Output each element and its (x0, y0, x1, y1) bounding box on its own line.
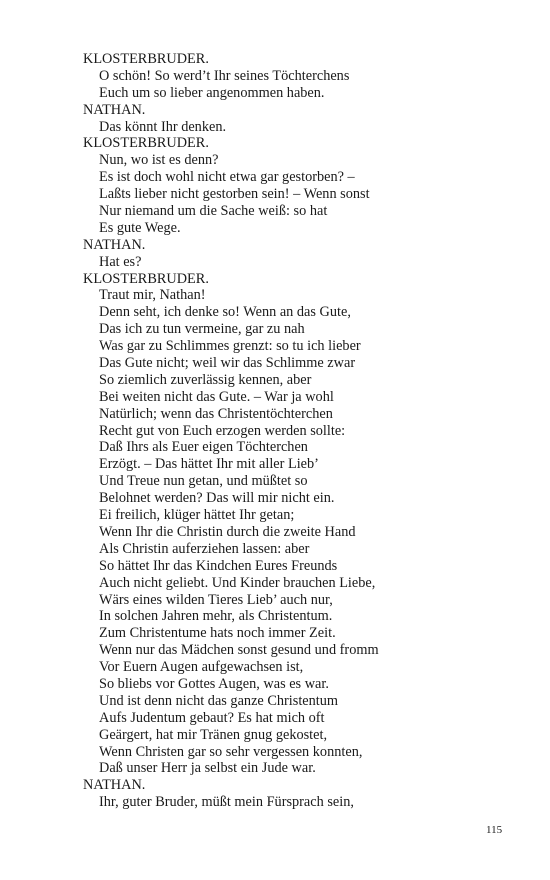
verse-line: Erzögt. – Das hättet Ihr mit aller Lieb’ (99, 456, 319, 473)
speaker-name: NATHAN. (83, 236, 146, 253)
verse-line: Hat es? (99, 253, 142, 270)
verse-line: Auch nicht geliebt. Und Kinder brauchen Liebe, (99, 574, 376, 591)
verse-line: Aufs Judentum gebaut? Es hat mich oft (99, 709, 325, 726)
verse-line: Und ist denn nicht das ganze Christentum (99, 692, 339, 709)
dialogue-text (83, 51, 523, 811)
verse-line: O schön! So werd’t Ihr seines Töchterchens (99, 67, 350, 84)
verse-line: Das Gute nicht; weil wir das Schlimme zwar (99, 355, 356, 372)
verse-line: Belohnet werden? Das will mir nicht ein. (99, 490, 335, 507)
verse-line: Wenn Ihr die Christin durch die zweite Hand (99, 523, 356, 540)
verse-line: Bei weiten nicht das Gute. – War ja wohl (99, 388, 334, 405)
verse-line: Wärs eines wilden Tieres Lieb’ auch nur, (99, 591, 333, 608)
verse-line: Daß unser Herr ja selbst ein Jude war. (99, 760, 316, 777)
verse-line: Es ist doch wohl nicht etwa gar gestorben? – (99, 169, 355, 186)
verse-line: Nur niemand um die Sache weiß: so hat (99, 203, 328, 220)
speaker-name: NATHAN. (83, 777, 146, 794)
verse-line: So hättet Ihr das Kindchen Eures Freunds (99, 557, 338, 574)
verse-line: So bliebs vor Gottes Augen, was es war. (99, 675, 329, 692)
verse-line: Und Treue nun getan, und müßtet so (99, 473, 308, 490)
speaker-name: KLOSTERBRUDER. (83, 51, 209, 67)
verse-line: Daß Ihrs als Euer eigen Töchterchen (99, 439, 308, 456)
verse-line: Nun, wo ist es denn? (99, 152, 219, 169)
verse-line: Das könnt Ihr denken. (99, 118, 227, 135)
verse-line: Es gute Wege. (99, 219, 181, 236)
verse-line: Vor Euern Augen aufgewachsen ist, (99, 659, 304, 676)
verse-line: Natürlich; wenn das Christentöchterchen (99, 405, 333, 422)
verse-line: Recht gut von Euch erzogen werden sollte: (99, 422, 346, 439)
verse-line: So ziemlich zuverlässig kennen, aber (99, 371, 312, 388)
speaker-name: NATHAN. (83, 101, 146, 118)
verse-line: Denn seht, ich denke so! Wenn an das Gute, (99, 304, 351, 321)
verse-line: Was gar zu Schlimmes grenzt: so tu ich lieber (99, 338, 361, 355)
verse-line: Wenn Christen gar so sehr vergessen konnten, (99, 743, 363, 760)
verse-line: Geärgert, hat mir Tränen gnug gekostet, (99, 726, 328, 743)
verse-line: Wenn nur das Mädchen sonst gesund und fromm (99, 642, 379, 659)
page-number: 115 (486, 824, 503, 836)
verse-line: Euch um so lieber angenommen haben. (99, 84, 325, 101)
verse-line: Das ich zu tun vermeine, gar zu nah (99, 321, 305, 338)
verse-line: Ihr, guter Bruder, müßt mein Fürsprach sein, (99, 794, 354, 811)
speaker-name: KLOSTERBRUDER. (83, 135, 209, 152)
verse-line: Als Christin auferziehen lassen: aber (99, 540, 310, 557)
verse-line: Zum Christentume hats noch immer Zeit. (99, 625, 336, 642)
verse-line: Ei freilich, klüger hättet Ihr getan; (99, 507, 295, 524)
verse-line: In solchen Jahren mehr, als Christentum. (99, 608, 333, 625)
verse-line: Traut mir, Nathan! (99, 287, 206, 304)
speaker-name: KLOSTERBRUDER. (83, 270, 209, 287)
verse-line: Laßts lieber nicht gestorben sein! – Wenn sonst (99, 186, 370, 203)
